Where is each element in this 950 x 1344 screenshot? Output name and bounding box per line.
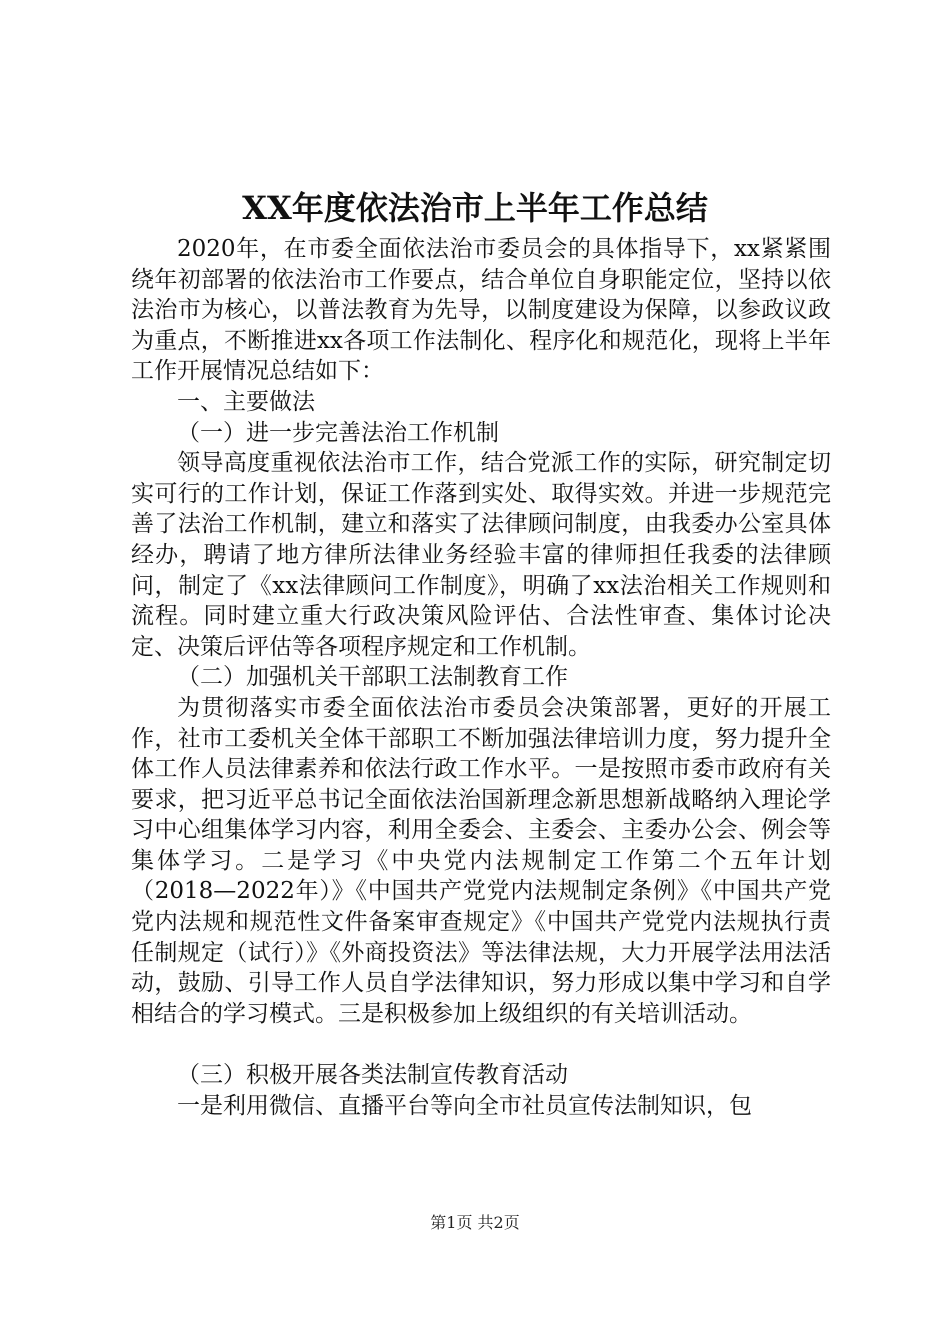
page-footer: 第1页 共2页 bbox=[430, 1213, 520, 1232]
subsection-heading-1: （一）进一步完善法治工作机制 bbox=[177, 419, 499, 446]
paragraph-2: 为贯彻落实市委全面依法治市委员会决策部署，更好的开展工作，社市工委机关全体干部职工不断加强法律培训力度，努力提升全体工作人员法律素养和依法行政工作水平。一是按照市委市政府有关要求，把习近平总书记全面依法治国新理念新思想新战略纳入理论学习中心组集体学习内容，利用全委会、主委会、主委办公会、例会等集体学习。二是学习《中央党内法规制定工作第二个五年计划（2018—2022年）》《中国共产党党内法规制定条例》《中国共产党党内法规和规范性文件备案审查规定》《中国共产党党内法规执行责任制规定（试行）》《外商投资法》等法律法规，大力开展学法用法活动，鼓励、引导工作人员自学法律知识，努力形成以集中学习和自学相结合的学习模式。三是积极参加上级组织的有关培训活动。 bbox=[131, 694, 831, 1027]
paragraph-1: 领导高度重视依法治市工作，结合党派工作的实际，研究制定切实可行的工作计划，保证工作落到实处、取得实效。并进一步规范完善了法治工作机制，建立和落实了法律顾问制度，由我委办公室具体经办，聘请了地方律所法律业务经验丰富的律师担任我委的法律顾问，制定了《xx法律顾问工作制度》，明确了xx法治相关工作规则和流程。同时建立重大行政决策风险评估、合法性审查、集体讨论决定、决策后评估等各项程序规定和工作机制。 bbox=[131, 450, 831, 660]
document-title: XX年度依法治市上半年工作总结 bbox=[242, 189, 708, 227]
document-body bbox=[131, 234, 831, 1121]
subsection-heading-2: （二）加强机关干部职工法制教育工作 bbox=[177, 664, 568, 691]
subsection-heading-3: （三）积极开展各类法制宣传教育活动 bbox=[177, 1062, 568, 1089]
paragraph-gap bbox=[131, 1029, 831, 1060]
paragraph-3: 一是利用微信、直播平台等向全市社员宣传法制知识，包 bbox=[177, 1092, 752, 1119]
paragraph-intro: 2020年，在市委全面依法治市委员会的具体指导下，xx紧紧围绕年初部署的依法治市工作要点，结合单位自身职能定位，坚持以依法治市为核心，以普法教育为先导，以制度建设为保障，以参政议政为重点，不断推进xx各项工作法制化、程序化和规范化，现将上半年工作开展情况总结如下： bbox=[131, 236, 831, 385]
section-heading-main-practices: 一、主要做法 bbox=[177, 388, 315, 415]
